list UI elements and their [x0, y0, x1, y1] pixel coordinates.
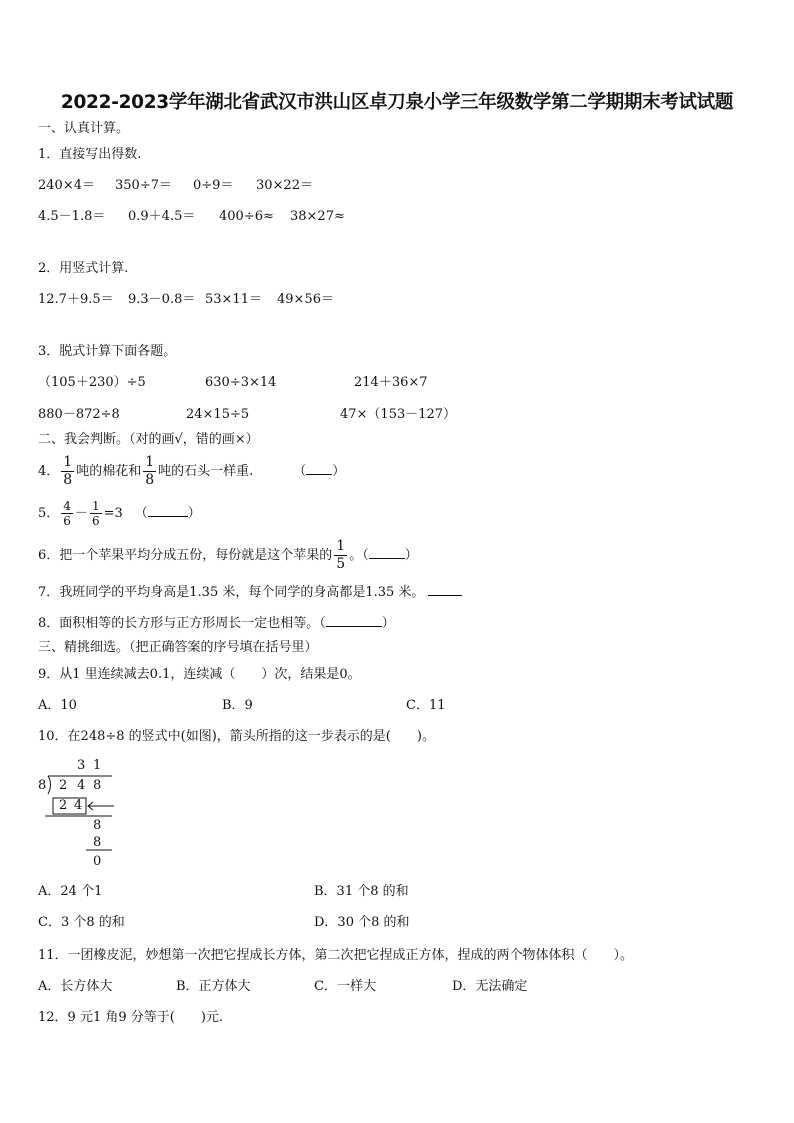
option[interactable]: C．11 — [406, 698, 446, 713]
option[interactable]: D．30 个8 的和 — [314, 915, 410, 930]
calc-item: 0.9＋4.5＝ — [128, 209, 196, 224]
option[interactable]: C．3 个8 的和 — [38, 915, 125, 930]
option[interactable]: A．24 个1 — [38, 884, 103, 899]
question-6: 6．把一个苹果平均分成五份，每份就是这个苹果的 $\frac{1}{5}$ 。（ ） — [38, 538, 418, 572]
question-4: 4． $\frac{1}{8}$ 吨的棉花和 $\frac{1}{8}$ 吨的石头一样重. （ ） — [38, 454, 346, 488]
option[interactable]: B．9 — [222, 698, 253, 713]
calc-item: 24×15÷5 — [186, 407, 250, 422]
question-3-label: 3．脱式计算下面各题。 — [38, 344, 177, 359]
remainder-digit: 8 — [93, 818, 102, 833]
calc-item: （105＋230）÷5 — [38, 375, 146, 390]
divisor: 8 — [38, 778, 47, 793]
calc-item: 350÷7＝ — [115, 178, 172, 193]
option[interactable]: D．无法确定 — [452, 979, 528, 994]
option[interactable]: A．长方体大 — [38, 979, 113, 994]
calc-item: 47×（153－127） — [340, 407, 457, 422]
question-7: 7．我班同学的平均身高是1.35 米，每个同学的身高都是1.35 米。 — [38, 583, 462, 601]
option[interactable]: A．10 — [38, 698, 77, 713]
step-digit: 8 — [93, 835, 102, 850]
calc-item: 214＋36×7 — [354, 375, 428, 390]
calc-item: 400÷6≈ — [219, 209, 274, 224]
calc-item: 9.3－0.8＝ — [128, 292, 196, 307]
final-digit: 0 — [93, 854, 102, 869]
answer-blank[interactable] — [148, 504, 188, 517]
section-heading-3: 三、精挑细选。（把正确答案的序号填在括号里） — [38, 640, 318, 655]
calc-item: 240×4＝ — [38, 178, 95, 193]
question-5: 5． $\frac{4}{6}$ － $\frac{1}{6}$ =3 （ ） — [38, 499, 201, 528]
quotient-digit: 3 — [77, 758, 86, 773]
question-12: 12．9 元1 角9 分等于( )元. — [38, 1010, 224, 1025]
calc-item: 630÷3×14 — [205, 375, 277, 390]
answer-blank[interactable] — [326, 614, 382, 627]
question-10: 10．在248÷8 的竖式中(如图)，箭头所指的这一步表示的是( )。 — [38, 729, 435, 744]
section-heading-1: 一、认真计算。 — [38, 121, 130, 136]
dividend-digit: 2 — [59, 778, 68, 793]
answer-blank[interactable] — [428, 583, 462, 596]
step-digit: 2 — [59, 798, 68, 813]
section-heading-2: 二、我会判断。（对的画√，错的画×） — [38, 432, 259, 447]
quotient-digit: 1 — [93, 758, 102, 773]
calc-item: 53×11＝ — [205, 292, 262, 307]
dividend-digit: 8 — [93, 778, 102, 793]
question-1-label: 1．直接写出得数. — [38, 147, 142, 162]
page-title: 2022-2023学年湖北省武汉市洪山区卓刀泉小学三年级数学第二学期期末考试试题 — [60, 92, 734, 113]
question-9: 9．从1 里连续减去0.1，连续减（ ）次，结果是0。 — [38, 667, 361, 682]
fraction: $\frac{1}{8}$ — [145, 454, 155, 488]
calc-item: 880－872÷8 — [38, 407, 120, 422]
answer-blank[interactable] — [306, 462, 332, 475]
question-2-label: 2．用竖式计算. — [38, 261, 129, 276]
question-number: 4． — [38, 464, 60, 479]
calc-item: 4.5－1.8＝ — [38, 209, 106, 224]
option[interactable]: B．31 个8 的和 — [314, 884, 409, 899]
fraction: $\frac{1}{6}$ — [91, 499, 100, 528]
option[interactable]: C．一样大 — [314, 979, 376, 994]
calc-item: 0÷9＝ — [193, 178, 234, 193]
question-8: 8．面积相等的长方形与正方形周长一定也相等。（ ） — [38, 616, 395, 631]
calc-item: 38×27≈ — [290, 209, 345, 224]
dividend-digit: 4 — [77, 778, 86, 793]
answer-blank[interactable] — [369, 546, 405, 559]
long-division-diagram — [32, 756, 122, 872]
calc-item: 12.7＋9.5＝ — [38, 292, 114, 307]
fraction: $\frac{1}{8}$ — [63, 454, 73, 488]
fraction: $\frac{4}{6}$ — [63, 499, 71, 528]
fraction: $\frac{1}{5}$ — [336, 538, 346, 572]
option[interactable]: B．正方体大 — [176, 979, 251, 994]
calc-item: 30×22＝ — [256, 178, 313, 193]
calc-item: 49×56＝ — [277, 292, 334, 307]
step-digit: 4 — [74, 798, 83, 813]
question-11: 11．一团橡皮泥，妙想第一次把它捏成长方体，第二次把它捏成正方体，捏成的两个物体体积（ ）。 — [38, 948, 634, 963]
